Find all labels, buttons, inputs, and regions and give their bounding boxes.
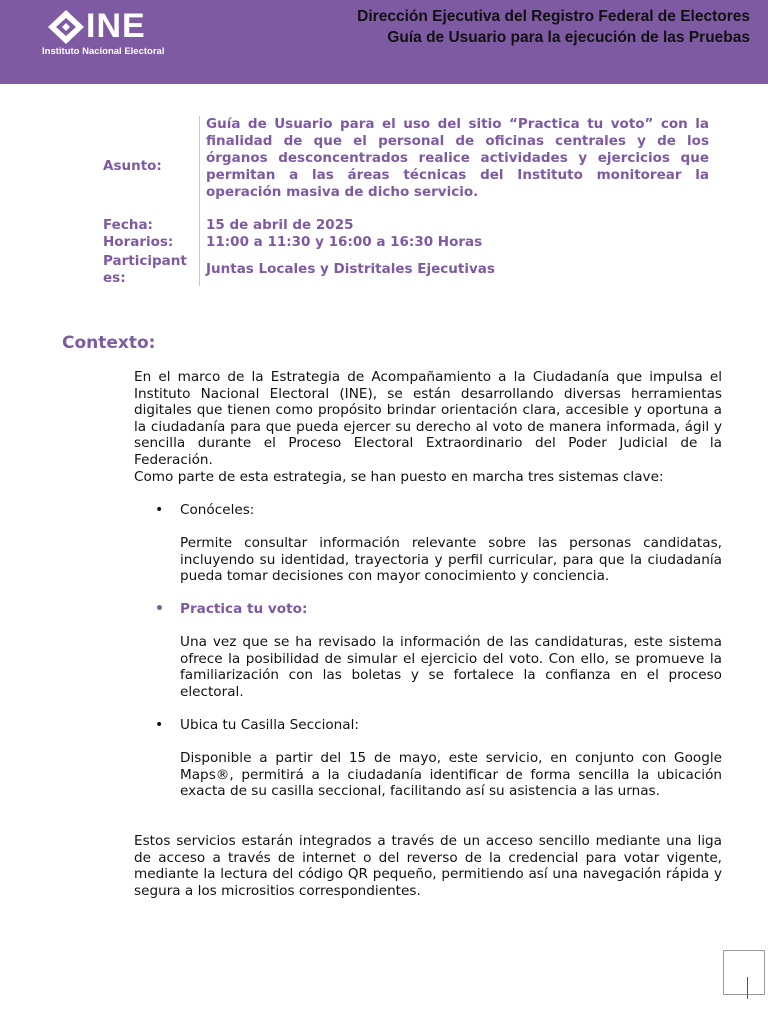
participantes-value: Juntas Locales y Distritales Ejecutivas <box>206 261 495 277</box>
item-desc-practica: Una vez que se ha revisado la información de las candidaturas, este sistema ofrece la posibilidad de simular el ejercicio del voto. Con ello, se promueve la familiarización con las boletas y se fortalece la confianza en el proceso electoral. <box>180 634 722 700</box>
fecha-label: Fecha: <box>103 217 153 233</box>
header-titles <box>357 6 750 48</box>
intro-line2: Como parte de esta estrategia, se han puesto en marcha tres sistemas clave: <box>134 468 664 485</box>
asunto-value: Guía de Usuario para el uso del sitio “Practica tu voto” con la finalidad de que el personal de oficinas centrales y de los órganos desconcentrados realice actividades y ejercicios que permitan a las áreas técnicas del Instituto monitorear la operación masiva de dicho servicio. <box>206 116 709 200</box>
ine-emblem-icon <box>46 10 86 44</box>
horarios-label: Horarios: <box>103 234 174 250</box>
ine-logo <box>40 8 190 56</box>
horarios-value: 11:00 a 11:30 y 16:00 a 16:30 Horas <box>206 234 483 250</box>
participantes-label-line1: Participant <box>103 253 187 269</box>
meta-divider <box>199 116 200 286</box>
corner-tick <box>747 977 748 999</box>
item-title-ubica: Ubica tu Casilla Seccional: <box>180 717 359 733</box>
page-header <box>0 0 768 84</box>
fecha-value: 15 de abril de 2025 <box>206 217 354 233</box>
asunto-label: Asunto: <box>103 158 162 174</box>
item-desc-conoceles: Permite consultar información relevante sobre las personas candidatas, incluyendo su identidad, trayectoria y perfil curricular, para que la ciudadanía pueda tomar decisiones con mayor conocimiento y conciencia. <box>180 535 722 585</box>
bullet-icon: • <box>155 601 164 617</box>
item-desc-ubica: Disponible a partir del 15 de mayo, este servicio, en conjunto con Google Maps®, permitirá a la ciudadanía identificar de forma sencilla la ubicación exacta de su casilla seccional, facilitando así su asistencia a las urnas. <box>180 750 722 800</box>
participantes-label <box>103 253 187 287</box>
logo-wordmark: INE <box>86 7 146 45</box>
participantes-label-line2: es: <box>103 270 126 286</box>
item-title-practica: Practica tu voto: <box>180 601 308 617</box>
closing-paragraph: Estos servicios estarán integrados a través de un acceso sencillo mediante una liga de acceso a través de internet o del reverso de la credencial para votar vigente, mediante la lectura del código QR pequeño, permitiendo así una navegación rápida y segura a los micrositios correspondientes. <box>134 833 722 899</box>
header-title-directorate: Dirección Ejecutiva del Registro Federal de Electores <box>357 8 750 25</box>
contexto-heading: Contexto: <box>62 333 156 353</box>
logo-subtitle: Instituto Nacional Electoral <box>42 46 165 57</box>
intro-text: En el marco de la Estrategia de Acompañamiento a la Ciudadanía que impulsa el Instituto Nacional Electoral (INE), se están desarrollando diversas herramientas digitales que tienen como propósito brindar orientación clara, accesible y oportuna a la ciudadanía para que pueda ejercer su derecho al voto de manera informada, ágil y sencilla durante el Proceso Electoral Extraordinario del Poder Judicial de la Federación. <box>134 369 722 468</box>
bullet-icon: • <box>155 502 164 518</box>
header-title-guide: Guía de Usuario para la ejecución de las Pruebas <box>387 29 750 46</box>
page-corner-box <box>723 950 765 995</box>
intro-paragraph <box>134 369 722 485</box>
bullet-icon: • <box>155 717 164 733</box>
item-title-conoceles: Conóceles: <box>180 502 255 518</box>
